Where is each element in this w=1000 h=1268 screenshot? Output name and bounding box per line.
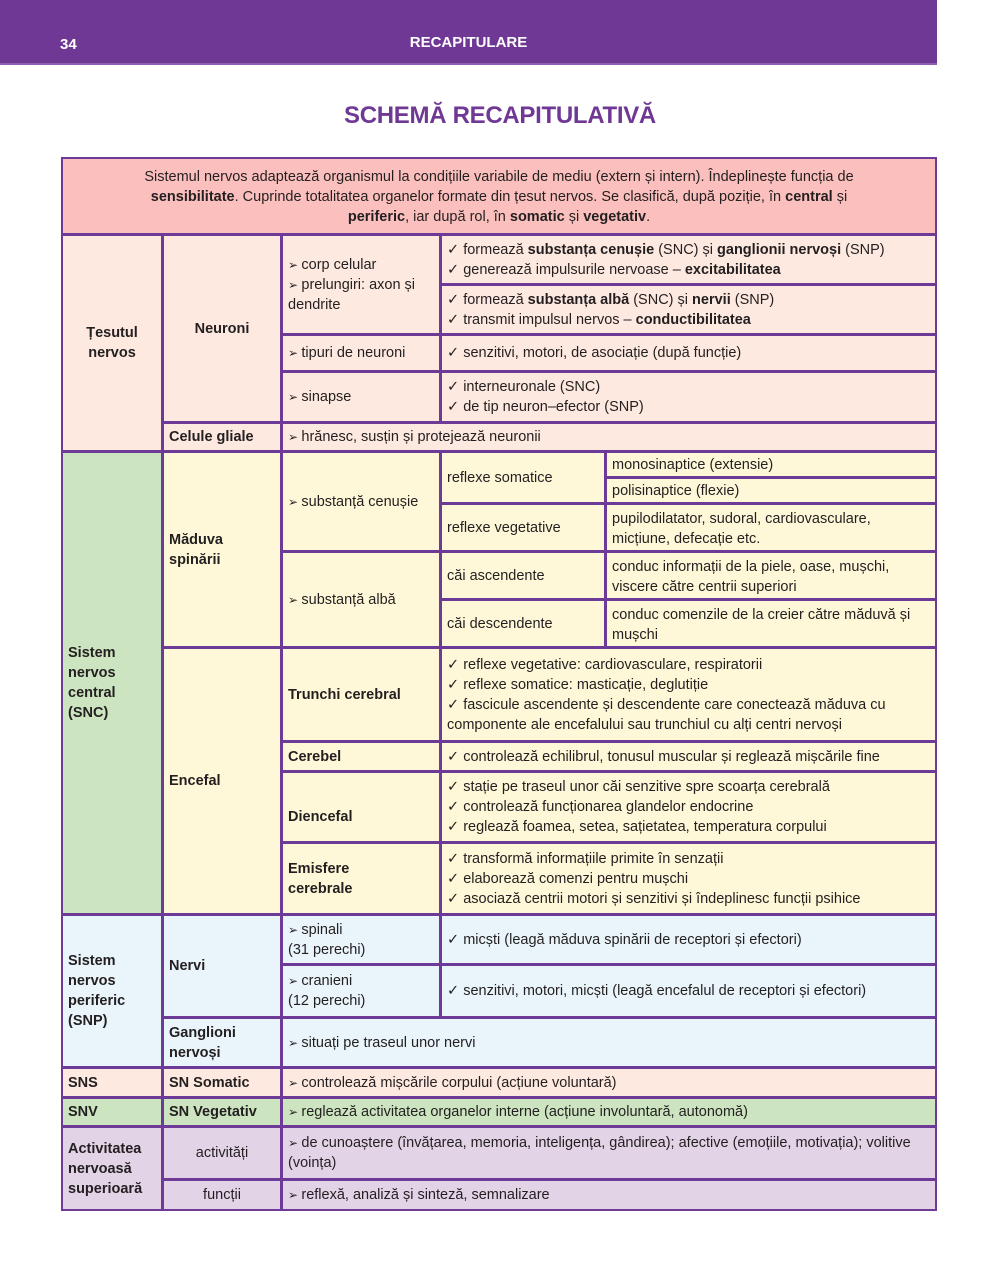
check-item: ✓ senzitivi, motori, micști (leagă encefalul de receptori și efectori)	[447, 981, 930, 1001]
intro-cell	[61, 157, 937, 235]
sn-vegetativ-label: SN Vegetativ	[162, 1097, 282, 1127]
cranieni-count: (12 perechi)	[288, 993, 366, 1009]
ganglioni-label: Ganglioni nervoși	[162, 1017, 282, 1068]
bold-term: excitabilitatea	[684, 261, 781, 278]
functii-desc	[281, 1179, 937, 1211]
check-item: ✓ reflexe vegetative: cardiovasculare, respiratorii	[447, 655, 930, 675]
functii-text: ➢ reflexă, analiză și sinteză, semnalizare	[288, 1185, 930, 1205]
text-fragment: (SNP)	[841, 241, 885, 258]
bold-term: conductibilitatea	[635, 311, 751, 328]
intro-text: . Cuprinde totalitatea organelor formate din țesut nervos. Se clasifică, după poziție, în	[234, 189, 786, 205]
emisfere-cerebrale-label: Emisfere cerebrale	[281, 842, 441, 915]
check-item: ✓ asociază centrii motori și senzitivi și îndeplinesc funcții psihice	[447, 889, 930, 909]
snv-label: SNV	[61, 1097, 163, 1127]
sns-text: ➢ controlează mișcările corpului (acțiune voluntară)	[288, 1073, 930, 1093]
activitati-text: ➢ de cunoaștere (învățarea, memoria, inteligența, gândirea); afective (emoțiile, motivația); volitive (voința)	[288, 1135, 911, 1171]
snv-text: ➢ reglează activitatea organelor interne (acțiune involuntară, autonomă)	[288, 1102, 930, 1122]
check-item: ✓ reflexe somatice: masticație, deglutiție	[447, 675, 930, 695]
trunchi-cerebral-desc	[440, 647, 937, 742]
ans-label: Activitatea nervoasă superioară	[61, 1126, 163, 1211]
check-item: ✓ fascicule ascendente și descendente care conectează măduva cu	[447, 695, 930, 715]
check-item: ✓ reglează foamea, setea, sațietatea, temperatura corpului	[447, 817, 930, 837]
check-item: ✓ de tip neuron–efector (SNP)	[447, 397, 930, 417]
cai-ascendente-cell: căi ascendente	[440, 551, 606, 600]
encefal-label: Encefal	[162, 647, 282, 915]
snc-label: Sistem nervos central (SNC)	[61, 451, 163, 915]
sinapse-label: ➢ sinapse	[288, 387, 434, 407]
nervi-spinali-desc	[440, 914, 937, 965]
snp-label: Sistem nervos periferic (SNP)	[61, 914, 163, 1068]
cai-ascendente-desc: conduc informații de la piele, oase, mușchi, viscere către centrii superiori	[605, 551, 937, 600]
intro-text: , iar după rol, în	[405, 209, 510, 225]
cerebel-desc	[440, 741, 937, 772]
check-item: ✓ stație pe traseul unor căi senzitive spre scoarța cerebrală	[447, 777, 930, 797]
substanta-cenusie-cell	[281, 451, 441, 552]
intro-bold: periferic	[347, 209, 406, 225]
cai-descendente-cell: căi descendente	[440, 599, 606, 648]
corp-celular-desc	[440, 234, 937, 285]
check-item: ✓ senzitivi, motori, de asociație (după funcție)	[447, 343, 930, 363]
structure-item: ➢ corp celular	[288, 255, 434, 275]
intro-text: Sistemul nervos adaptează organismul la condițiile variabile de mediu (extern și intern). Îndeplinește funcția de	[144, 169, 854, 185]
text-fragment: formează	[463, 241, 528, 258]
cerebel-label: Cerebel	[281, 741, 441, 772]
activitati-label: activități	[162, 1126, 282, 1180]
check-item-continuation: componente ale encefalului sau trunchiul cu alți centri nervoși	[447, 716, 842, 733]
page-number: 34	[60, 36, 77, 53]
celule-gliale-desc	[281, 422, 937, 452]
activitati-desc	[281, 1126, 937, 1180]
monosinaptice-cell: monosinaptice (extensie)	[605, 451, 937, 478]
check-item: ✓ elaborează comenzi pentru mușchi	[447, 869, 930, 889]
intro-text: și	[564, 209, 584, 225]
check-item: ✓ controlează funcționarea glandelor endocrine	[447, 797, 930, 817]
page-title: SCHEMĂ RECAPITULATIVĂ	[344, 102, 656, 129]
intro-bold: central	[785, 189, 833, 205]
intro-bold: vegetativ	[583, 209, 647, 225]
intro-text: .	[646, 209, 651, 225]
prelungiri-desc	[440, 284, 937, 335]
nervi-spinali-cell	[281, 914, 441, 965]
bold-term: substanța albă	[527, 291, 630, 308]
nervi-cranieni-desc	[440, 964, 937, 1018]
check-item: ✓ micști (leagă măduva spinării de receptori și efectori)	[447, 930, 930, 950]
bold-term: nervii	[692, 291, 731, 308]
running-title: RECAPITULARE	[409, 34, 528, 51]
text-fragment: (SNC) și	[629, 291, 693, 308]
header-bar	[0, 0, 937, 65]
maduva-label: Măduva spinării	[162, 451, 282, 648]
structure-item: ➢ prelungiri: axon și dendrite	[288, 275, 434, 315]
alba-label: ➢ substanță albă	[288, 590, 434, 610]
check-item: ✓ transformă informațiile primite în senzații	[447, 849, 930, 869]
polisinaptice-cell: polisinaptice (flexie)	[605, 477, 937, 504]
tipuri-neuroni-desc	[440, 334, 937, 372]
cai-descendente-desc: conduc comenzile de la creier către măduvă și mușchi	[605, 599, 937, 648]
tesut-nervos-label: Țesutul nervos	[61, 234, 163, 452]
cranieni-label: ➢ cranieni	[288, 971, 434, 991]
ganglioni-text: ➢ situați pe traseul unor nervi	[288, 1033, 930, 1053]
sinapse-desc	[440, 371, 937, 423]
check-item: ✓ interneuronale (SNC)	[447, 377, 930, 397]
tipuri-neuroni-cell	[281, 334, 441, 372]
text-fragment: transmit impulsul nervos –	[463, 311, 636, 328]
bold-term: ganglionii nervoși	[717, 241, 842, 258]
reflexe-vegetative-cell: reflexe vegetative	[440, 503, 606, 552]
text-fragment: (SNC) și	[654, 241, 718, 258]
ganglioni-desc	[281, 1017, 937, 1068]
cenusie-label: ➢ substanță cenușie	[288, 492, 434, 512]
substanta-alba-cell	[281, 551, 441, 648]
neuron-structure-cell	[281, 234, 441, 335]
reflexe-somatice-cell: reflexe somatice	[440, 451, 606, 504]
spinali-count: (31 perechi)	[288, 941, 366, 958]
reflexe-vegetative-desc: pupilodilatator, sudoral, cardiovasculare, micțiune, defecație etc.	[605, 503, 937, 552]
spinali-label: ➢ spinali	[288, 920, 434, 940]
nervi-label: Nervi	[162, 914, 282, 1018]
intro-bold: somatic	[509, 209, 565, 225]
sinapse-cell	[281, 371, 441, 423]
text-fragment: (SNP)	[730, 291, 775, 308]
check-item: ✓ controlează echilibrul, tonusul muscular și reglează mișcările fine	[447, 747, 930, 767]
celule-gliale-label: Celule gliale	[162, 422, 282, 452]
trunchi-cerebral-label: Trunchi cerebral	[281, 647, 441, 742]
text-fragment: formează	[463, 291, 528, 308]
glia-text: ➢ hrănesc, susțin și protejează neuronii	[288, 427, 930, 447]
intro-text: și	[832, 189, 848, 205]
neuroni-label: Neuroni	[162, 234, 282, 423]
intro-bold: sensibilitate	[150, 189, 235, 205]
sn-vegetativ-desc	[281, 1097, 937, 1127]
sns-label: SNS	[61, 1067, 163, 1098]
tipuri-label: ➢ tipuri de neuroni	[288, 343, 434, 363]
bold-term: substanța cenușie	[527, 241, 655, 258]
emisfere-cerebrale-desc	[440, 842, 937, 915]
check-item	[447, 290, 930, 310]
sn-somatic-label: SN Somatic	[162, 1067, 282, 1098]
check-item	[447, 240, 930, 260]
functii-label: funcții	[162, 1179, 282, 1211]
diencefal-label: Diencefal	[281, 771, 441, 843]
sn-somatic-desc	[281, 1067, 937, 1098]
diencefal-desc	[440, 771, 937, 843]
nervi-cranieni-cell	[281, 964, 441, 1018]
text-fragment: generează impulsurile nervoase –	[463, 261, 685, 278]
check-item	[447, 260, 930, 280]
check-item	[447, 310, 930, 330]
